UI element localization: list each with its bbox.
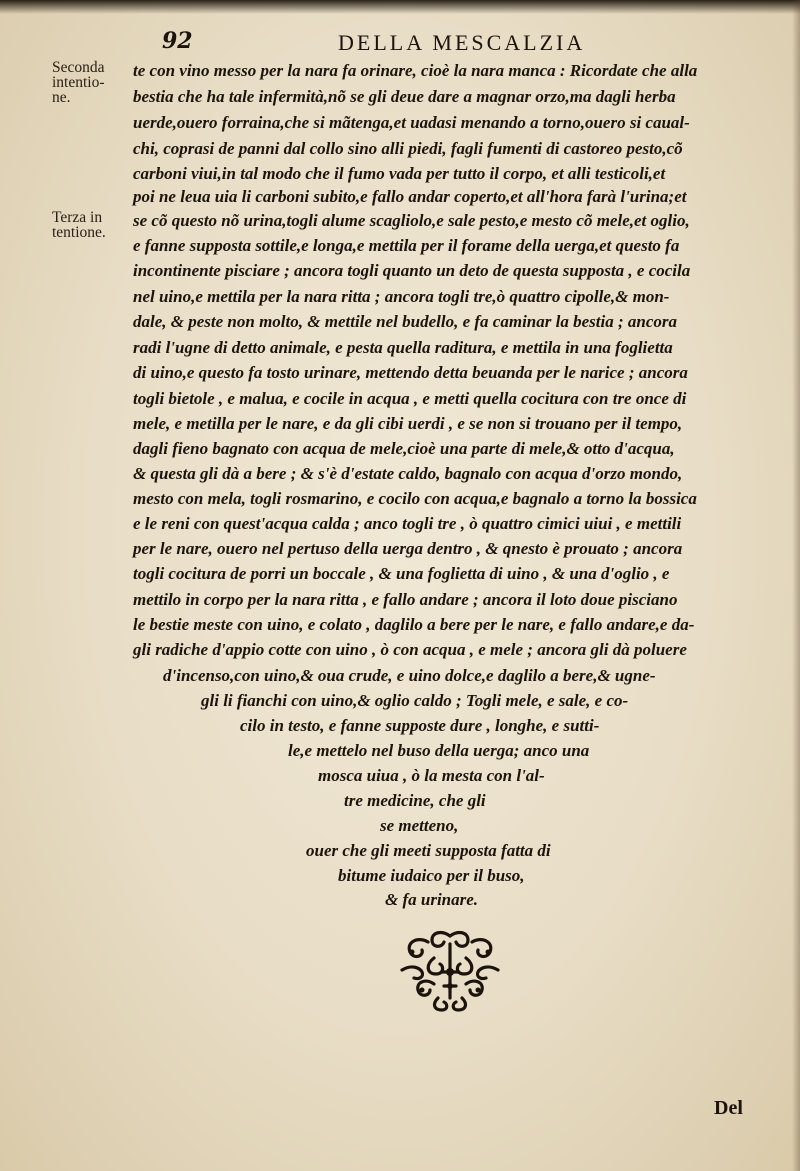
top-edge-shadow — [0, 0, 800, 14]
text-line: le bestie meste con uino, e colato , daglilo a bere per le nare, e fallo andare,e da- — [133, 615, 695, 634]
text-line: se metteno, — [380, 816, 459, 835]
text-line: incontinente pisciare ; ancora togli quanto un deto de questa supposta , e cocila — [133, 261, 691, 280]
text-line: e le reni con quest'acqua calda ; anco togli tre , ò quattro cimici uiui , e mettili — [133, 514, 682, 533]
text-line: chi, coprasi de panni dal collo sino alli piedi, fagli fumenti di castoreo pesto,cõ — [133, 139, 683, 158]
text-line: bitume iudaico per il buso, — [338, 866, 525, 885]
page-number: 92 — [162, 28, 193, 54]
text-line: carboni viui,in tal modo che il fumo vada per tutto il corpo, et alli testicoli,et — [133, 164, 666, 183]
text-line: uerde,ouero forraina,che si mãtenga,et uadasi menando a torno,ouero si caual- — [133, 113, 690, 132]
text-line: gli radiche d'appio cotte con uino , ò con acqua , e mele ; ancora gli dà poluere — [133, 640, 687, 659]
text-line: d'incenso,con uino,& oua crude, e uino dolce,e daglilo a bere,& ugne- — [163, 666, 656, 685]
text-line: per le nare, ouero nel pertuso della uerga dentro , & qnesto è prouato ; ancora — [133, 539, 683, 558]
text-line: & questa gli dà a bere ; & s'è d'estate caldo, bagnalo con acqua d'orzo mondo, — [133, 464, 683, 483]
marginal-note-terza: Terza in tentione. — [52, 209, 106, 241]
text-line: togli bietole , e malua, e cocile in acqua , e metti quella cocitura con tre once di — [133, 389, 687, 408]
marginal-note-seconda: Seconda intentio- ne. — [52, 59, 105, 106]
text-line: poi ne leua uia li carboni subito,e fallo andar coperto,et all'hora farà l'urina;et — [133, 187, 687, 206]
text-line: dale, & peste non molto, & mettile nel budello, e fa caminar la bestia ; ancora — [133, 312, 677, 331]
text-line: & fa urinare. — [385, 890, 479, 909]
text-line: se cõ questo nõ urina,togli alume scagliolo,e sale pesto,e mesto cõ mele,et oglio, — [133, 211, 690, 230]
text-line: tre medicine, che gli — [344, 791, 486, 810]
text-line: e fanne supposta sottile,e longa,e mettila per il forame della uerga,et questo fa — [133, 236, 680, 255]
right-edge-shadow — [792, 0, 800, 1171]
text-line: te con vino messo per la nara fa orinare, cioè la nara manca : Ricordate che alla — [133, 61, 698, 80]
text-line: bestia che ha tale infermità,nõ se gli deue dare a magnar orzo,ma dagli herba — [133, 87, 676, 106]
text-line: mesto con mela, togli rosmarino, e cocilo con acqua,e bagnalo a torno la bossica — [133, 489, 697, 508]
running-title: DELLA MESCALZIA — [338, 30, 586, 55]
text-line: togli cocitura de porri un boccale , & una foglietta di uino , & una d'oglio , e — [133, 564, 670, 583]
text-line: mele, e metilla per le nare, e da gli cibi uerdi , e se non si trouano per il tempo, — [133, 414, 683, 433]
text-line: mosca uiua , ò la mesta con l'al- — [318, 766, 545, 785]
text-line: radi l'ugne di detto animale, e pesta quella raditura, e mettila in una foglietta — [133, 338, 673, 357]
text-line: le,e mettelo nel buso della uerga; anco una — [288, 741, 590, 760]
text-line: nel uino,e mettila per la nara ritta ; ancora togli tre,ò quattro cipolle,& mon- — [133, 287, 670, 306]
text-line: mettilo in corpo per la nara ritta , e fallo andare ; ancora il loto doue pisciano — [133, 590, 678, 609]
text-line: dagli fieno bagnato con acqua de mele,cioè una parte di mele,& otto d'acqua, — [133, 439, 675, 458]
text-line: cilo in testo, e fanne supposte dure , longhe, e sutti- — [240, 716, 600, 735]
text-line: gli li fianchi con uino,& oglio caldo ; Togli mele, e sale, e co- — [201, 691, 629, 710]
text-line: ouer che gli meeti supposta fatta di — [306, 841, 551, 860]
text-line: di uino,e questo fa tosto urinare, mettendo detta beuanda per le narice ; ancora — [133, 363, 688, 382]
fleuron-ornament — [398, 928, 502, 1014]
page-header — [0, 26, 800, 60]
catchword: Del — [714, 1097, 743, 1119]
